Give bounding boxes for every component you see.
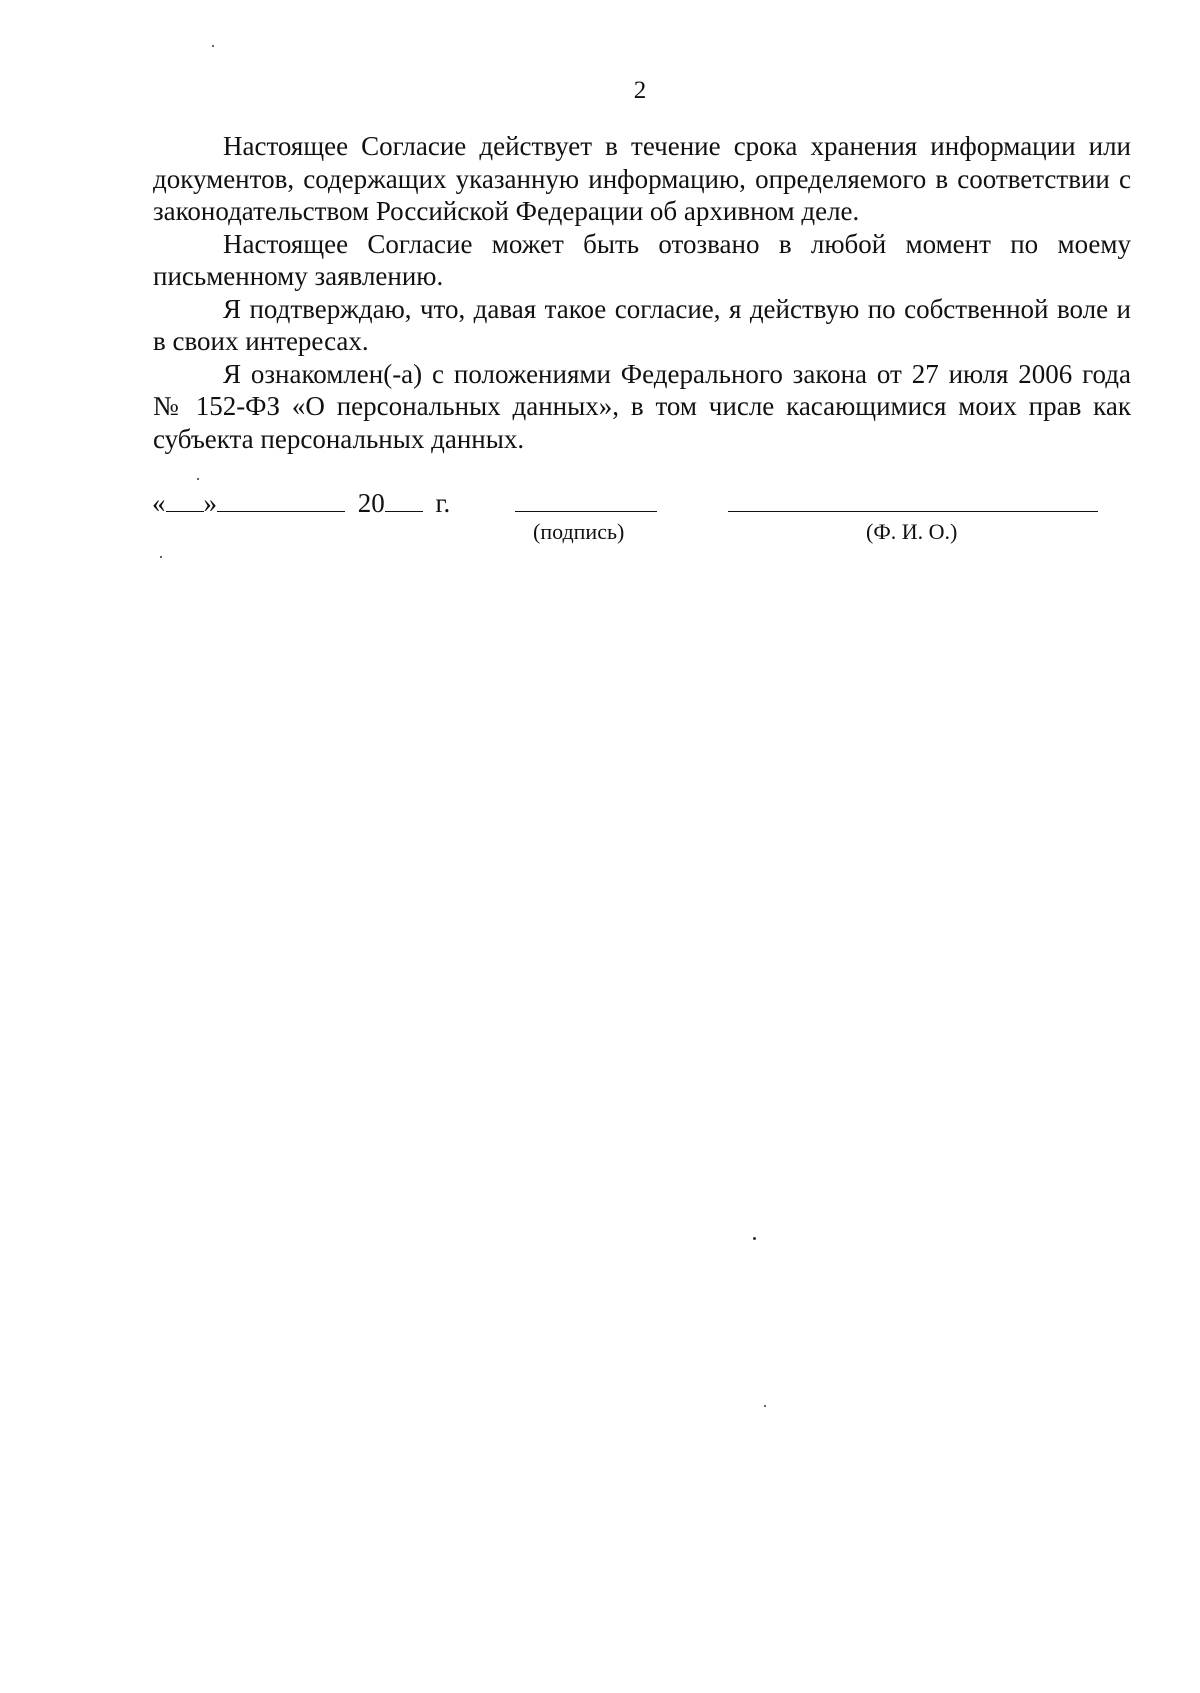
paragraph-law-acknowledgement: Я ознакомлен(-а) с положениями Федерального закона от 27 июля 2006 года № 152-ФЗ «О персональных данных», в том числе касающимися моих прав как субъекта персональных данных. [153, 358, 1131, 454]
signature-line[interactable] [515, 487, 657, 512]
page-number: 2 [633, 77, 647, 104]
paragraph-consent-withdrawal: Настоящее Согласие может быть отозвано в любой момент по моему письменному заявлению. [153, 228, 1131, 291]
paragraph-consent-term: Настоящее Согласие действует в течение срока хранения информации или документов, содержащих указанную информацию, определяемого в соответствии с законодательством Российской Федерации об архивном деле. [153, 131, 1131, 226]
scan-speck [212, 45, 214, 47]
date-close-quote: » [203, 488, 217, 518]
year-blank[interactable] [385, 489, 423, 512]
date-field[interactable] [152, 487, 450, 519]
scan-speck [160, 556, 162, 558]
date-open-quote: « [152, 488, 166, 518]
scan-speck [753, 1237, 756, 1240]
paragraph-free-will: Я подтверждаю, что, давая такое согласие, я действую по собственной воле и в своих интересах. [153, 293, 1131, 356]
full-name-line[interactable] [728, 487, 1098, 512]
full-name-caption: (Ф. И. О.) [866, 519, 958, 544]
day-blank[interactable] [166, 489, 204, 512]
month-blank[interactable] [217, 489, 345, 512]
year-suffix: г. [435, 488, 451, 518]
signature-caption: (подпись) [533, 519, 625, 544]
signature-block [0, 487, 1200, 547]
year-prefix: 20 [357, 488, 385, 518]
scan-speck [197, 478, 199, 480]
consent-text-body [153, 130, 1131, 455]
scan-speck [764, 1405, 766, 1407]
